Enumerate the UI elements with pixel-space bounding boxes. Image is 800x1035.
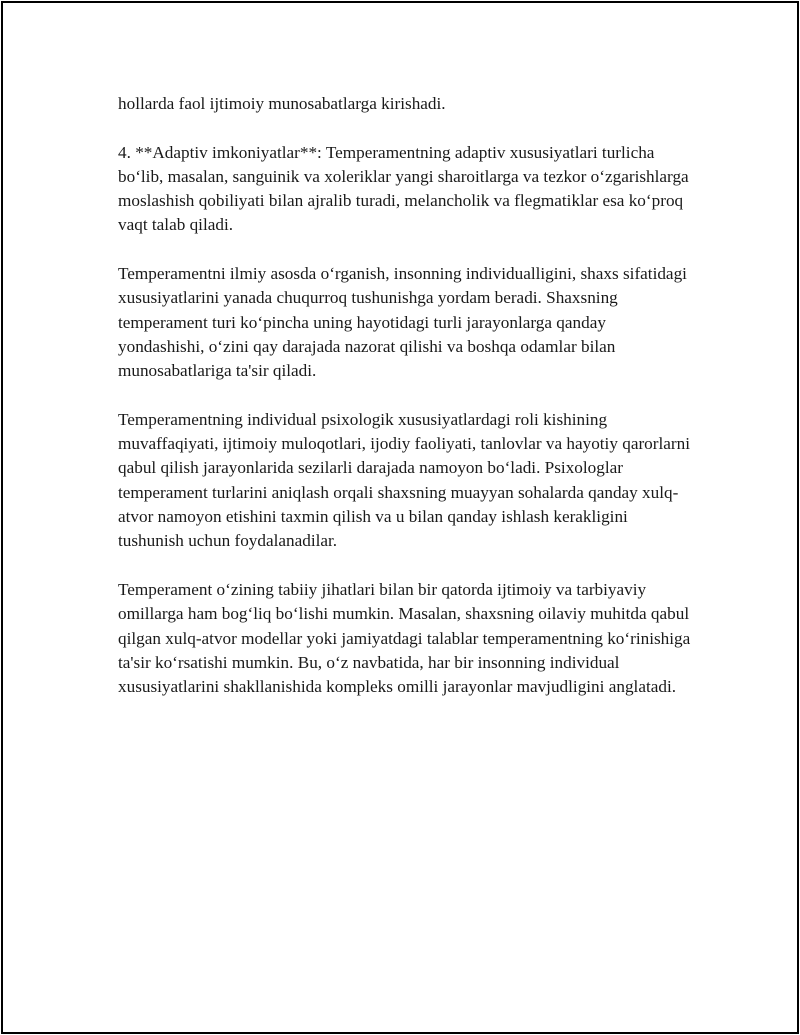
paragraph: Temperament o‘zining tabiiy jihatlari bilan bir qatorda ijtimoiy va tarbiyaviy omillarga ham bog‘liq bo‘lishi mumkin. Masalan, shaxsning oilaviy muhitda qabul qilgan xulq-atvor modellar yoki jamiyatdagi talablar temperamentning ko‘rinishiga ta'sir ko‘rsatishi mumkin. Bu, o‘z navbatida, har bir insonning individual xususiyatlarini shakllanishida kompleks omilli jarayonlar mavjudligini anglatadi.	[118, 579, 691, 697]
paragraph: 4. **Adaptiv imkoniyatlar**: Temperamentning adaptiv xususiyatlari turlicha bo‘lib, masalan, sanguinik va xoleriklar yangi sharoitlarga va tezkor o‘zgarishlarga moslashish qobiliyati bilan ajralib turadi, melancholik va flegmatiklar esa ko‘proq vaqt talab qiladi.	[118, 142, 689, 235]
paragraph: hollarda faol ijtimoiy munosabatlarga kirishadi.	[118, 94, 446, 113]
paragraph: Temperamentning individual psixologik xususiyatlardagi roli kishining muvaffaqiyati, ijtimoiy muloqotlari, ijodiy faoliyati, tanlovlar va hayotiy qarorlarni qabul qilish jarayonlarida sezilarli darajada namoyon bo‘ladi. Psixologlar temperament turlarini aniqlash orqali shaxsning muayyan sohalarda qanday xulq-atvor namoyon etishini taxmin qilish va u bilan qanday ishlash kerakligini tushunish uchun foydalanadilar.	[118, 409, 690, 551]
document-body	[118, 92, 693, 724]
paragraph: Temperamentni ilmiy asosda o‘rganish, insonning individualligini, shaxs sifatidagi xususiyatlarini yanada chuqurroq tushunishga yordam beradi. Shaxsning temperament turi ko‘pincha uning hayotidagi turli jarayonlarga qanday yondashishi, o‘zini qay darajada nazorat qilishi va boshqa odamlar bilan munosabatlariga ta'sir qiladi.	[118, 264, 687, 381]
